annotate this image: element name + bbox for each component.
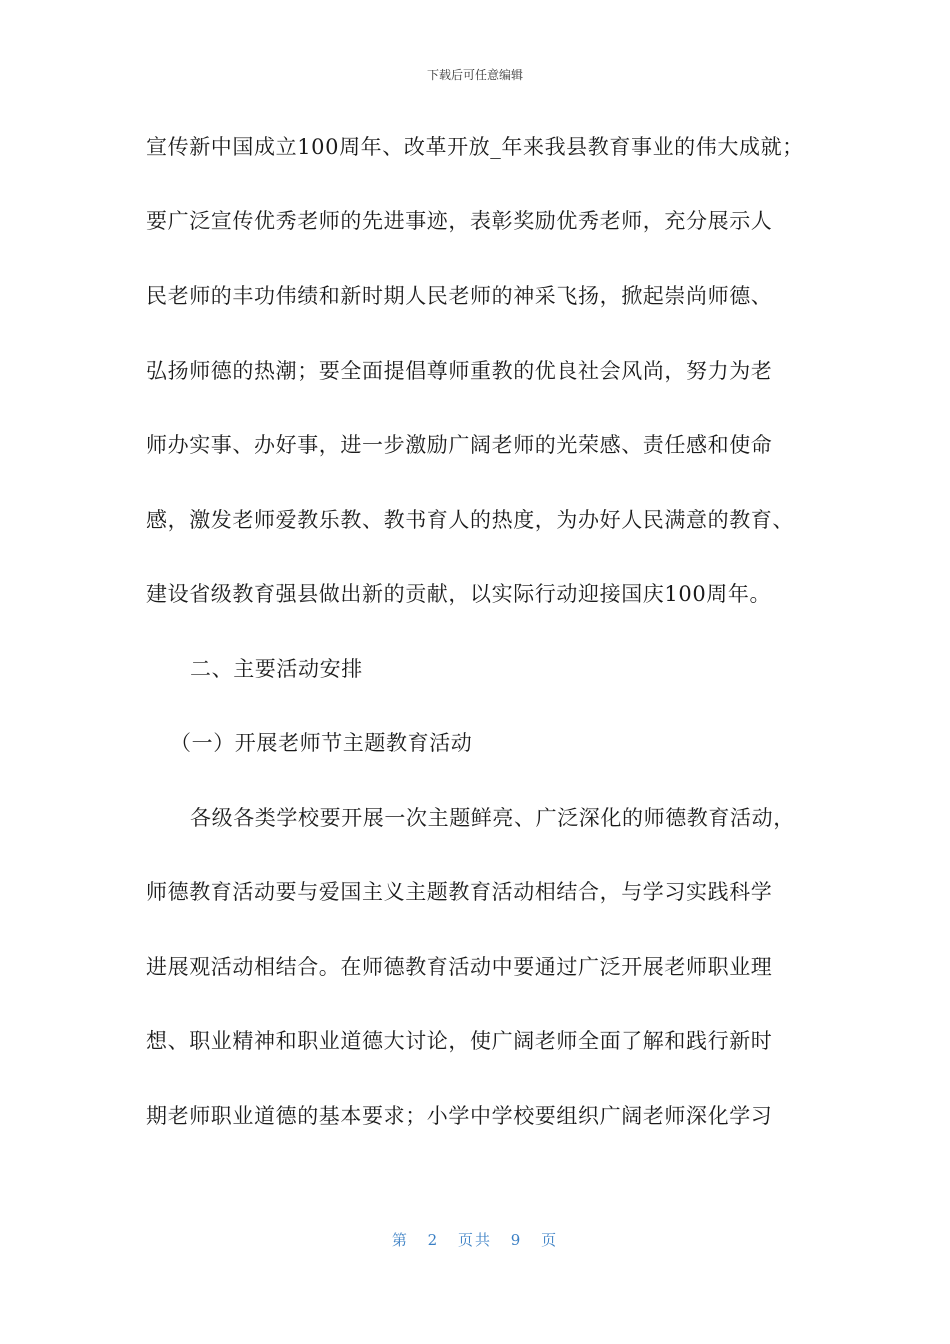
- body-line-3: 民老师的丰功伟绩和新时期人民老师的神采飞扬，掀起崇尚师德、: [146, 284, 773, 308]
- page-number: 2: [427, 1231, 440, 1249]
- subsection-heading: （一）开展老师节主题教育活动: [170, 731, 473, 755]
- body-line-5: 师办实事、办好事，进一步激励广阔老师的光荣感、责任感和使命: [146, 433, 773, 457]
- body-line-13: 想、职业精神和职业道德大讨论，使广阔老师全面了解和践行新时: [146, 1029, 773, 1053]
- paragraph-first-line: 各级各类学校要开展一次主题鲜亮、广泛深化的师德教育活动，: [190, 806, 795, 830]
- body-line-1: 宣传新中国成立100周年、改革开放_年来我县教育事业的伟大成就；: [146, 135, 804, 159]
- body-line-6: 感，激发老师爱教乐教、教书育人的热度，为办好人民满意的教育、: [146, 508, 794, 532]
- footer-label-1: 第: [391, 1231, 409, 1249]
- body-line-12: 进展观活动相结合。在师德教育活动中要通过广泛开展老师职业理: [146, 955, 773, 979]
- footer-label-2: 页共: [457, 1231, 492, 1249]
- header-note: 下载后可任意编辑: [426, 68, 523, 82]
- body-line-7: 建设省级教育强县做出新的贡献，以实际行动迎接国庆100周年。: [146, 582, 772, 606]
- body-line-11: 师德教育活动要与爱国主义主题教育活动相结合，与学习实践科学: [146, 880, 773, 904]
- body-line-2: 要广泛宣传优秀老师的先进事迹，表彰奖励优秀老师，充分展示人: [146, 209, 773, 233]
- body-line-4: 弘扬师德的热潮；要全面提倡尊师重教的优良社会风尚，努力为老: [146, 359, 773, 383]
- body-line-14: 期老师职业道德的基本要求；小学中学校要组织广阔老师深化学习: [146, 1104, 773, 1128]
- section-heading: 二、主要活动安排: [190, 657, 363, 681]
- total-pages: 9: [510, 1231, 523, 1249]
- page-footer: [0, 1229, 950, 1250]
- footer-label-3: 页: [541, 1231, 559, 1249]
